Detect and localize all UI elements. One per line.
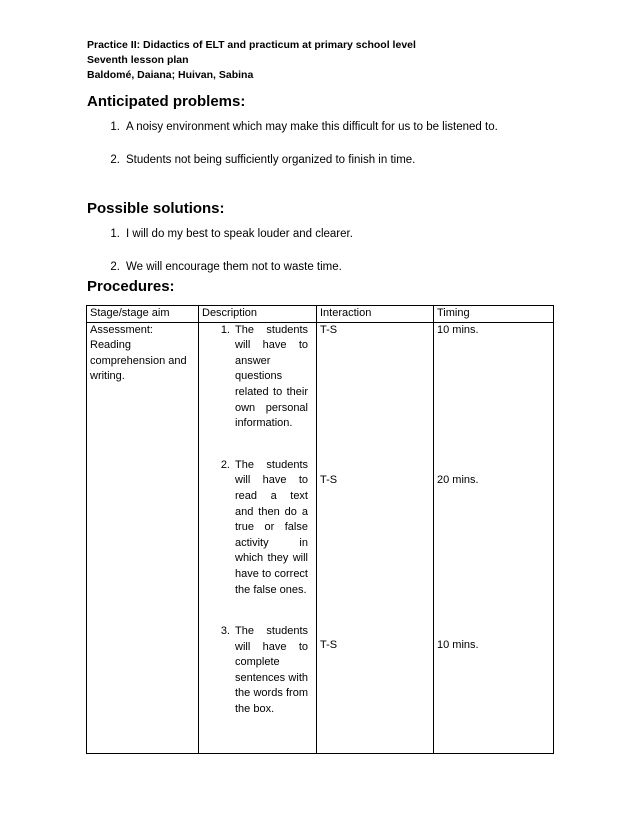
interaction-value: T-S xyxy=(320,473,338,486)
course-title: Practice II: Didactics of ELT and practicum at primary school level xyxy=(87,39,416,51)
interaction-value: T-S xyxy=(320,638,338,651)
timing-cell xyxy=(434,322,554,753)
column-header: Interaction xyxy=(317,306,434,323)
table-row xyxy=(87,322,554,753)
table-header-row xyxy=(87,306,554,323)
step-item: 1. The students will have to answer questions related to their own personal information. xyxy=(220,323,308,430)
column-header: Description xyxy=(199,306,317,323)
list-item: 2. We will encourage them not to waste time. xyxy=(110,261,342,273)
procedures-table xyxy=(86,305,554,754)
list-item: 1. I will do my best to speak louder and clearer. xyxy=(110,228,353,240)
column-header: Stage/stage aim xyxy=(87,306,199,323)
interaction-value: T-S xyxy=(320,323,338,336)
list-item: 1. A noisy environment which may make this difficult for us to be listened to. xyxy=(110,121,498,133)
timing-value: 10 mins. xyxy=(437,638,479,651)
procedures-heading: Procedures: xyxy=(87,278,175,295)
step-item: 3. The students will have to complete sentences with the words from the box. xyxy=(220,625,308,716)
solutions-heading: Possible solutions: xyxy=(87,200,225,217)
list-item: 2. Students not being sufficiently organized to finish in time. xyxy=(110,154,416,166)
problems-list xyxy=(87,121,498,187)
timing-value: 10 mins. xyxy=(437,323,479,336)
column-header: Timing xyxy=(434,306,554,323)
authors: Baldomé, Daiana; Huivan, Sabina xyxy=(87,69,254,81)
description-cell xyxy=(199,322,317,753)
timing-value: 20 mins. xyxy=(437,473,479,486)
step-item: 2. The students will have to read a text and then do a true or false activity in which they will have to correct the false ones. xyxy=(220,458,308,596)
plan-title: Seventh lesson plan xyxy=(87,54,189,66)
problems-heading: Anticipated problems: xyxy=(87,93,246,110)
interaction-cell xyxy=(317,322,434,753)
stage-cell: Assessment: Reading comprehension and writing. xyxy=(87,322,199,753)
document-header xyxy=(87,38,416,83)
